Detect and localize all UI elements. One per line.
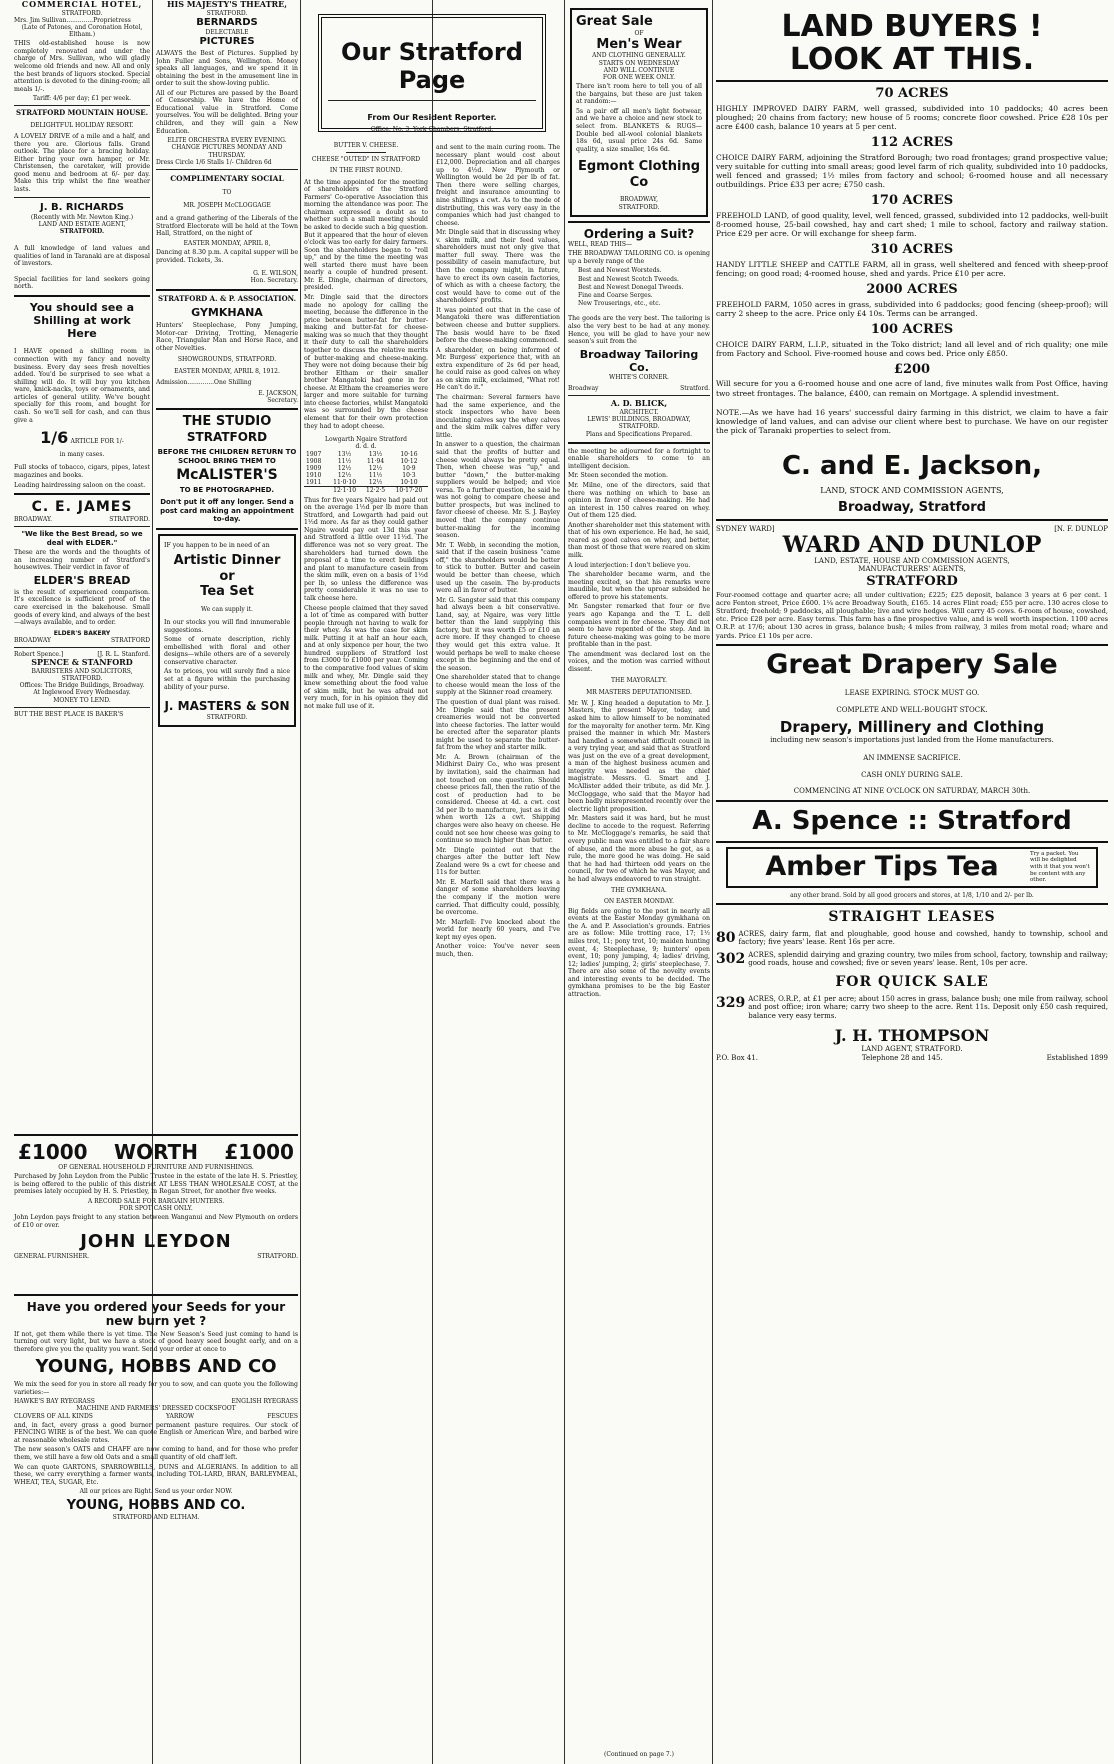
- jackson-name: C. and E. Jackson,: [781, 451, 1043, 482]
- table-cell: 1910: [306, 472, 322, 480]
- elder-body-2: is the result of experienced comparison. It's excellence is sufficient proof of the care exercised in the bakehouse. Small goods of every kind, and always of the best—always available, and to order.: [14, 588, 150, 627]
- quick-329-body: ACRES, O.R.P., at £1 per acre; about 150 acres in grass, balance bush; one mile from railway, school and post office; iron whare; carry two sheep to the acre. Rent 11s. Deposit only £50 cash required, balance very easy terms.: [748, 994, 1108, 1020]
- amber-tea-ad: [726, 847, 1098, 888]
- elder-right: STRATFORD: [110, 636, 150, 644]
- list-item: Fine and Coarse Serges.: [578, 292, 653, 300]
- lease-302: [716, 951, 1108, 968]
- table-row: [304, 458, 428, 465]
- table-row: [304, 479, 428, 487]
- col5-p5: A loud interjection: I don't believe you.: [568, 561, 691, 569]
- col5-p3: Mr. Milne, one of the directors, said that there was nothing on which to base an opinion in favor of cheese-making. He had an interest in 150 calves reared on whey. Out of them 125 died.: [568, 481, 710, 520]
- richards-body: A full knowledge of land values and qualities of land in Taranaki are at disposal of investors.: [14, 245, 150, 268]
- deputation-heading: MR MASTERS DEPUTATIONISED.: [586, 688, 692, 696]
- col4-p3: It was pointed out that in the case of Mangatoki there was differentiation between cheese and butter suppliers. The basis would have to be fixed before the cheese-making commenced.: [436, 306, 560, 345]
- mens-continue: AND WILL CONTINUE: [603, 66, 675, 74]
- social-signature-role: Hon. Secretary.: [250, 277, 298, 285]
- masters-town: STRATFORD.: [206, 713, 248, 721]
- table-cell: 13½: [337, 450, 352, 458]
- young-name-2: YOUNG, HOBBS AND CO.: [66, 1498, 246, 1514]
- theatre-title: HIS MAJESTY'S THEATRE,: [166, 0, 288, 9]
- drapery-lease: LEASE EXPIRING. STOCK MUST GO.: [844, 689, 980, 698]
- tailoring-right: Stratford.: [680, 385, 710, 393]
- column-rule: [300, 0, 301, 1764]
- shilling-offer-price: 1/6: [40, 428, 69, 448]
- land-heading-2: LOOK AT THIS.: [789, 42, 1035, 77]
- shilling-salon: Leading hairdressing saloon on the coast.: [14, 481, 146, 489]
- table-cell: 12½: [337, 472, 352, 480]
- young-body-6: All our prices are Right. Send us your order NOW.: [79, 1488, 233, 1496]
- jackson-sub: LAND, STOCK AND COMMISSION AGENTS,: [820, 486, 1004, 496]
- ward-sub-2: MANUFACTURERS' AGENTS,: [858, 565, 966, 574]
- land-heading-1: LAND BUYERS !: [781, 9, 1043, 44]
- banner-title: Our Stratford Page: [328, 38, 536, 101]
- young-variety: MACHINE AND FARMERS' DRESSED COCKSFOOT: [76, 1405, 236, 1413]
- table-cell: 11·0·10: [333, 479, 357, 487]
- ap-date: EASTER MONDAY, APRIL 8, 1912.: [174, 367, 280, 375]
- art-heading-1: Artistic Dinner or: [173, 553, 281, 584]
- col4-p9: One shareholder stated that to change to cheese would mean the loss of the supply at the Skinner road creamery.: [436, 674, 560, 697]
- mens-wear-ad: [570, 8, 708, 217]
- art-body-2: Some of ornate description, richly embellished with floral and other designs—while others are of a severely conservative character.: [164, 636, 290, 666]
- shilling-offer: [14, 428, 150, 447]
- leydon-cash: FOR SPOT CASH ONLY.: [119, 1205, 193, 1213]
- young-variety: CLOVERS OF ALL KINDS: [14, 1412, 93, 1420]
- social-title: COMPLIMENTARY SOCIAL: [170, 173, 284, 183]
- leydon-headline-left: £1000: [18, 1140, 88, 1164]
- col5-p2: Mr. Steen seconded the motion.: [568, 472, 668, 480]
- mens-one-week: FOR ONE WEEK ONLY.: [602, 73, 676, 81]
- spence-offices: Offices: The Bridge Buildings, Broadway.: [19, 682, 145, 690]
- ward-name: WARD AND DUNLOP: [782, 531, 1042, 558]
- col4-p7: Mr. T. Webb, in seconding the motion, said that if the casein business "came off," the shareholders would be better to stick to butter. Butter and casein would be better than cheese, which used up the casein. The by-products were all in favor of butter.: [436, 541, 560, 595]
- article-p3: Thus for five years Ngaire had paid out on the average 1½d per lb more than Stratford, and Lowgarth had paid out 1½d more. As far as they could gather Ngaire would pay out 13d this year and Stratford a little over 11½d. The difference was not so very great. The shareholders had turned down the proposal of a time to erect buildings and plant to manufacture casein from the skim milk, even on a basis of 1½d per lb, so unless the difference was pretty considerable it was no use to talk cheese here.: [304, 496, 428, 602]
- young-headline-1: Have you ordered your Seeds for your: [26, 1300, 286, 1314]
- col5-p7: Mr. Sangster remarked that four or five years ago Kapanga and the T. L. dell companies went in for cheese. They did not seem to have repented of the step. And in future cheese-making was going to be more profitable than in the past.: [568, 603, 710, 649]
- young-ad: [14, 1290, 298, 1521]
- table-row: [304, 472, 428, 479]
- blick-lewis: LEWIS' BUILDINGS, BROADWAY,: [587, 416, 691, 424]
- table-cell: 11·94: [366, 457, 385, 465]
- shilling-stock: Full stocks of tobacco, cigars, pipes, latest magazines and books.: [14, 464, 150, 480]
- col4-p1: and sent to the main curing room. The necessary plant would cost about £12,000. Depreciation and all charges up to 4½d. New Plymouth or Wellington would be 2d per lb of fat. Then there were selling charges, freight and insurance amounting to nine shillings a cwt. As to the mode of distributing, this was very easy in the companies which had just changed to cheese.: [436, 144, 560, 227]
- egmont-address: BROADWAY,: [619, 196, 659, 204]
- table-cell: 10·17·20: [395, 487, 423, 495]
- young-town: STRATFORD AND ELTHAM.: [112, 1514, 200, 1522]
- table-cell: 1909: [306, 464, 322, 472]
- tailoring-address: [568, 385, 710, 392]
- theatre-body: ALWAYS the Best of Pictures. Supplied by John Fuller and Sons, Wellington. Money speaks all languages, and we spend it in obtaining the best in the amusement line in order to suit the show-loving public.: [156, 49, 298, 88]
- acres-2000: 2000 ACRES: [866, 282, 958, 298]
- col4-p6: In answer to a question, the chairman said that the profits of butter and cheese would always be pretty equal. Then, when cheese was "up," and butter "down," the butter-making suppliers would be helped; and vice versa. To a further question, he said he was not going to compare cheese and butter prospects, but was inclined to favor cheese of cheese. Mr. S. J. Bayley moved that the company continue butter-making for the incoming season.: [436, 441, 560, 540]
- list-item: Best and Newest Donegal Tweeds.: [578, 283, 684, 291]
- mens-starts: STARTS ON WEDNESDAY: [598, 59, 680, 67]
- table-cell: 12·2·5: [366, 487, 386, 495]
- spence-left: Robert Spence.]: [14, 651, 64, 658]
- young-body: If not, get them while there is yet time. The New Season's Seed just coming to hand is turning out very light, but we have a stock of good heavy seed bought early, and on a therefore give you the quality you want. Send your order at once to: [14, 1330, 298, 1353]
- acres-112-body: CHOICE DAIRY FARM, adjoining the Stratford Borough; two road frontages; grand prospective value; very suitable for cutting into small areas; good level farm of rich quality, subdivided into 10 paddocks, well fenced and grassed; 1½ miles from factory and school; 6-roomed house and all necessary outbuildings. Price £33 per acre; £750 cash.: [716, 152, 1108, 190]
- elder-body: These are the words and the thoughts of an increasing number of Stratford's housewives. Their verdict in favor of: [14, 548, 150, 572]
- young-body-5: We can quote GARTONS, SPARROWBILLS, DUNS and ALGERIANS. In addition to all these, we carry everything a farmer wants, including TOL-LARD, BRAN, BARLEYMEAL, WHEAT, TEA, SUGAR, Etc.: [14, 1463, 298, 1486]
- banner-office: Office: No. 3, York Chambers, Stratford.: [370, 126, 494, 133]
- col4-p14: Mr. Marfell: I've knocked about the world for nearly 60 years, and I've kept my eyes open.: [436, 918, 560, 941]
- acres-112: 112 ACRES: [870, 135, 954, 151]
- ap-gymkhana: GYMKHANA: [191, 306, 263, 320]
- drapery-sacrifice: AN IMMENSE SACRIFICE.: [863, 754, 961, 763]
- spence-line: BARRISTERS AND SOLICITORS,: [31, 667, 133, 675]
- quick-329: [716, 995, 1108, 1021]
- social-body: and a grand gathering of the Liberals of the Stratford Electorate will be held at the Town Hall, Stratford, on the night of: [156, 215, 298, 238]
- table-cell: 10·3: [402, 472, 416, 480]
- elder-bakery: ELDER'S BAKERY: [53, 629, 111, 637]
- mens-of: OF: [634, 29, 644, 37]
- list-item: Best and Newest Worsteds.: [578, 267, 662, 275]
- continued-note: (Continued on page 7.): [604, 1750, 674, 1758]
- table-row: [304, 465, 428, 472]
- table-cell: 10·9: [402, 464, 416, 472]
- thompson-est: Established 1899: [1046, 1053, 1108, 1062]
- column-rule: [712, 0, 713, 1764]
- mens-items: 5s a pair off all men's light footwear, and we have a choice and new stock to select from. BLANKETS & RUGS—Double bed all-wool colonial blankets 18s 6d, usual price 24s 6d. Same quality, a size smaller, 16s 6d.: [576, 107, 702, 153]
- acres-170-body: FREEHOLD LAND, of good quality, level, well fenced, grassed, subdivided into 12 paddocks, well-built 8-roomed house, 25-bail cowshed, hay and cart shed; 1 mile to school, factory and railway station. Price £29 per acre. Or will exchange for sheep farm.: [716, 210, 1108, 239]
- lease-80-number: 80: [716, 929, 736, 946]
- table-cell: 10·12: [400, 457, 418, 465]
- leydon-address: [14, 1253, 298, 1260]
- thompson-contacts: [716, 1054, 1108, 1062]
- col5-p1: the meeting be adjourned for a fortnight to enable shareholders to come to an intelligent decision.: [568, 447, 710, 470]
- gymkhana-heading: THE GYMKHANA.: [611, 887, 667, 895]
- col4-p4: A shareholder, on being informed of Mr. Burgess' experience that, with an extra expenditure of 2s 6d per head, he could raise as good calves on whey as on skim milk, exclaimed, "What rot! He can't do it.": [436, 346, 560, 392]
- leydon-headline-right: £1000: [224, 1140, 294, 1164]
- shilling-body: I HAVE opened a shilling room in connection with my fancy and novelty business. Every day sees fresh novelties added. You'd be surprised to see what a shilling will do. It will buy you kitchen ware, knick-nacks, toys or ornaments, and articles of general utility. We've bought specially for this room, and bought for cash. So we'll sell for cash, and can thus give a: [14, 348, 150, 424]
- ap-admission: Admission..............One Shilling: [156, 378, 252, 386]
- theatre-delectable: DELECTABLE: [205, 28, 249, 36]
- article-heading-2: CHEESE "OUTED" IN STRATFORD: [311, 156, 421, 164]
- studio-body-3: Don't put it off any longer. Send a post card making an appointment to-day.: [160, 498, 294, 524]
- studio-body-1: BEFORE THE CHILDREN RETURN TO SCHOOL BRING THEM TO: [157, 448, 297, 465]
- leydon-right: STRATFORD.: [257, 1252, 298, 1260]
- article-heading-1: BUTTER V. CHEESE.: [333, 142, 399, 149]
- suit-body-2: The goods are the very best. The tailoring is also the very best to be had at any money. Hence, you will be glad to have your new season's suit from the: [568, 315, 710, 346]
- hotel-title: COMMERCIAL HOTEL,: [21, 0, 143, 9]
- shilling-heading-2: Shilling at work: [33, 314, 131, 328]
- acres-310: 310 ACRES: [870, 242, 954, 258]
- leydon-sub: OF GENERAL HOUSEHOLD FURNITURE AND FURNISHINGS.: [58, 1164, 254, 1171]
- suit-body: THE BROADWAY TAILORING CO. is opening up a bevely range of the: [568, 250, 710, 265]
- egmont-name: Egmont Clothing Co: [577, 159, 701, 190]
- mountain-house-body: A LOVELY DRIVE of a mile and a half, and there you are. Glorious falls. Grand outlook. The place for a bracing holiday. Either bring your own hamper, or Mr. Christensen, the caretaker, will provide good menu and bedroom at 6/- per day. Make this trip whilst the fine weather lasts.: [14, 133, 150, 193]
- col4-p10: The question of dual plant was raised. Mr. Dingle said that the present creameries would not be converted into cheese factories. The latter would be erected after the separator plants might be used to separate the butter-fat from the whey and starter milk.: [436, 698, 560, 752]
- ap-signature: E. JACKSON,: [258, 390, 298, 398]
- article-heading-3: IN THE FIRST ROUND.: [329, 167, 403, 175]
- lease-80: [716, 930, 1108, 947]
- young-variety: ENGLISH RYEGRASS: [231, 1398, 298, 1406]
- spence-drapery-name: A. Spence :: Stratford: [752, 805, 1072, 836]
- young-body-3: and, in fact, every grass a good burner permanent pasture requires. Our stock of FENCING WIRE is of the best. We can quote English or American Wire, and barbed wire at reasonable wholesale rates.: [14, 1421, 298, 1444]
- article-p1: At the time appointed for the meeting of shareholders of the Stratford Farmers' Co-operative Association this morning the attendance was poor. The chairman expressed a doubt as to whether such a small meeting should be asked to decide such a big question. But it appeared that the hour of eleven o'clock was too early for dairy farmers. Soon the shareholders began to "roll up," and by the time the meeting was well started there must have been nearly a couple of hundred present. Mr. E. Dingle, chairman of directors, presided.: [304, 178, 428, 292]
- masters-name: J. MASTERS & SON: [164, 699, 290, 714]
- elder-left: BROADWAY: [14, 636, 51, 644]
- elder-quote: "We like the Best Bread, so we deal with ELDER.": [21, 530, 143, 547]
- leydon-ad: [14, 1130, 298, 1260]
- art-body: In our stocks you will find innumerable suggestions.: [164, 619, 290, 634]
- young-variety: FESCUES: [267, 1412, 298, 1420]
- shilling-many: in many cases.: [59, 451, 105, 459]
- leydon-left: GENERAL FURNISHER.: [14, 1252, 90, 1260]
- table-cell: 1907: [306, 450, 322, 458]
- shilling-heading-3: Here: [67, 327, 97, 341]
- richards-subtitle: (Recently with Mr. Newton King.): [30, 213, 134, 221]
- lease-302-number: 302: [716, 950, 746, 967]
- ap-grounds: SHOWGROUNDS, STRATFORD.: [177, 356, 277, 364]
- social-date: EASTER MONDAY, APRIL 8,: [183, 239, 271, 247]
- art-body-3: As to prices, you will surely find a nice set at a figure within the purchasing ability of your purse.: [164, 668, 290, 691]
- hotel-late: (Late of Patones, and Coronation Hotel, Eltham.): [21, 23, 143, 39]
- theatre-orchestra: ELITE ORCHESTRA EVERY EVENING.: [167, 137, 287, 145]
- table-cell: 12·1·10: [333, 487, 357, 495]
- mountain-house-subtitle: DELIGHTFUL HOLIDAY RESORT.: [30, 121, 134, 129]
- jackson-address: Broadway, Stratford: [838, 499, 986, 515]
- col4-p5: The chairman: Several farmers have had the same experience, and the stock inspectors who have been inoculating calves say the whey calves and the skim milk calves differ very little.: [436, 394, 560, 439]
- table-cell: [304, 487, 328, 495]
- banner-sub: From Our Resident Reporter.: [367, 113, 497, 122]
- leydon-body: Purchased by John Leydon from the Public Trustee in the estate of the late H. S. Priestley, is being offered to the public of this district AT LESS THAN WHOLESALE COST, at the premises lately occupied by H. S. Priestley, in Regan Street, for another five weeks.: [14, 1173, 298, 1196]
- james-right: STRATFORD.: [109, 515, 150, 523]
- spence-inglewood: At Inglewood Every Wednesday.: [33, 689, 131, 697]
- drapery-heading: Great Drapery Sale: [766, 648, 1058, 680]
- amber-tea-name: Amber Tips Tea: [765, 851, 999, 883]
- spence-town: STRATFORD.: [61, 674, 103, 682]
- article-table-units: d. d. d.: [355, 443, 377, 451]
- theatre-prices: Dress Circle 1/6 Stalls 1/- Children 6d: [156, 158, 272, 166]
- mayoralty-heading: THE MAYORALTY.: [610, 677, 668, 685]
- richards-line: LAND AND ESTATE AGENT,: [38, 220, 126, 228]
- col4-p13: Mr. E. Marfell said that there was a danger of some shareholders leaving the company if the motion were carried. That difficulty could, possibly, be overcome.: [436, 878, 560, 917]
- mens-wear-title: Men's Wear: [596, 36, 682, 52]
- hotel-body: THIS old-established house is now completely renovated and under the charge of Mrs. Sullivan, who will gladly welcome old friends and new. All and only the best brands of liquors stocked. Special attention is devoted to the dining-room; all meals 1/-.: [14, 40, 150, 93]
- richards-note: Special facilities for land seekers going north.: [14, 275, 150, 291]
- blick-name: A. D. BLICK,: [610, 398, 668, 409]
- young-headline-2: new burn yet ?: [105, 1314, 207, 1329]
- table-row: [304, 451, 428, 458]
- ward-left: SYDNEY WARD]: [716, 525, 775, 534]
- land-note: NOTE.—As we have had 16 years' successful dairy farming in this district, we claim to have a fair knowledge of land values, and can advise our client where best to purchase. We have on our register the pick of Taranaki properties to select from.: [716, 407, 1108, 435]
- art-heading-2: Tea Set: [200, 584, 254, 600]
- ward-body: Four-roomed cottage and quarter acre; all under cultivation; £225; £25 deposit, balance 3 years at 6 per cent. 1 acre Fenton street, Price £600. 1¼ acre Broadway South, £165. 14 acres Flint road; £55 per acre. 130 acres close to Stratford; freehold; 9 paddocks, all ploughable; live and wire hedges. Will carry 45 cows. 6-room of house, cowshed, etc. Price £28 per acre. Easy terms. This farm has a fine prospective value, and is well worth inspection. 1100 acres O.R.P. at 17/6; about 130 acres in grass, balance bush; 4 miles from railway, 3 miles from metal road; whare and yards. Price £1 10s per acre.: [716, 591, 1108, 640]
- james-left: BROADWAY.: [14, 515, 53, 523]
- young-variety: HAWKE'S BAY RYEGRASS: [14, 1398, 95, 1406]
- drapery-including: including new season's importations just landed from the Home manufacturers.: [770, 736, 1054, 744]
- table-cell: 10·10: [400, 479, 418, 487]
- acres-310-body: HANDY LITTLE SHEEP and CATTLE FARM, all in grass, well sheltered and fenced with sheep-proof fencing; on good road; 4-roomed house, shed and yards. Price £10 per acre.: [716, 259, 1108, 278]
- table-cell: 13½: [368, 450, 383, 458]
- hotel-proprietress: Mrs. Jim Sullivan..............Proprietress: [14, 16, 131, 24]
- tailoring-left: Broadway: [568, 385, 599, 393]
- column-3: [304, 142, 428, 1762]
- acres-100-body: CHOICE DAIRY FARM, L.I.P., situated in the Toko district; land all level and of rich quality; one mile from Factory and School. Five-roomed house and cows bed. Price only £850.: [716, 339, 1108, 358]
- col4-p2: Mr. Dingle said that in discussing whey v. skim milk, and their feed values, shareholders must not only give that matter full sway. There was the possibility of casein manufacture, but then the company might, in future, have to erect its own casein factories, of which as with a cheese factory, the cost would have to come out of the shareholders' profits.: [436, 229, 560, 305]
- thompson-name: J. H. THOMPSON: [834, 1026, 990, 1046]
- banner-frame: [318, 14, 546, 132]
- table-cell: 12½: [368, 464, 383, 472]
- col4-p11: Mr. A. Brown (chairman of the Midhirst Dairy Co., who was present by invitation), said the chairman had not touched on one question. Should cheese prices fall, then the ratio of the cost of production had to be considered. Cheese at 4d. a cwt. cost 3d per lb to manufacture, just as it did when worth 12s a cwt. Shipping charges were also heavy on cheese. He could not see how cheese was going to continue so much higher than butter.: [436, 753, 560, 845]
- hotel-town: STRATFORD.: [61, 9, 103, 17]
- leydon-headline: [14, 1140, 298, 1164]
- mens-great-sale: Great Sale: [576, 14, 653, 29]
- acres-170: 170 ACRES: [870, 193, 954, 209]
- price-200: £200: [893, 361, 931, 377]
- richards-name: J. B. RICHARDS: [40, 201, 124, 213]
- ap-signature-role: Secretary.: [267, 397, 298, 405]
- theatre-town: STRATFORD.: [206, 9, 248, 17]
- james-name: C. E. JAMES: [31, 499, 133, 516]
- leydon-visit: John Leydon pays freight to any station between Wanganui and New Plymouth on orders of £10 or over.: [14, 1214, 298, 1229]
- ward-right: [N. F. DUNLOP: [1054, 525, 1108, 534]
- spence-name: SPENCE & STANFORD: [31, 657, 133, 668]
- bakers-line: BUT THE BEST PLACE IS BAKER'S: [14, 710, 124, 718]
- lease-80-body: ACRES, dairy farm, flat and ploughable, good house and cowshed, handy to township, school and factory; five years' lease. Rent 16s per acre.: [738, 929, 1108, 947]
- egmont-town: STRATFORD.: [618, 203, 660, 211]
- thompson-po: P.O. Box 41.: [716, 1053, 758, 1062]
- mens-clothing: AND CLOTHING GENERALLY.: [592, 52, 686, 60]
- leydon-name: JOHN LEYDON: [80, 1231, 232, 1253]
- col5-p8: The amendment was declared lost on the voices, and the motion was carried without dissent.: [568, 650, 710, 673]
- social-honoree: MR. JOSEPH McCLOGGAGE: [183, 202, 271, 210]
- col5-p9: Mr. W. J. King headed a deputation to Mr. J. Masters, the present Mayor, today, and asked him to allow himself to be nominated for the mayoralty for another term. Mr. King praised the manner in which Mr. Masters had handled a somewhat difficult council in a very trying year, and said that as Stratford was just on the eve of a great development, a man of the highest business acumen and integrity was needed as the chief magistrate. Messrs. G. Smart and J. McAllister added their tribute, as did Mr. J. McCloggage, who said that the Mayor had been badly misrepresented recently over the electric light proposition.: [568, 699, 710, 813]
- acres-100: 100 ACRES: [870, 321, 954, 337]
- table-cell: 12½: [337, 464, 352, 472]
- amber-tea-sub: any other brand. Sold by all good grocers and stores, at 1/8, 1/10 and 2/- per lb.: [790, 891, 1034, 899]
- blick-architect: ARCHITECT.: [619, 408, 659, 416]
- drapery-complete: COMPLETE AND WELL-BOUGHT STOCK.: [836, 705, 988, 714]
- young-varieties-1: [14, 1398, 298, 1405]
- acres-70-body: HIGHLY IMPROVED DAIRY FARM, well grassed, subdivided into 10 paddocks; 40 acres been ploughed; 20 chains from factory; new house of 5 rooms; concrete floor cowshed. Price £28 10s per acre £400 cash, balance 10 years at 5 per cent.: [716, 103, 1108, 131]
- mens-intro: There isn't room here to tell you of all the bargains, but these are just taken at random:—: [576, 83, 702, 106]
- table-cell: 12½: [368, 479, 383, 487]
- table-cell: 1908: [306, 457, 322, 465]
- studio-heading-1: THE STUDIO: [182, 414, 272, 430]
- theatre-body-2: All of our Pictures are passed by the Board of Censorship. We have the Home of Educational value in Stratford. Come yourselves. You will be delighted. Bring your children, and they will gain a New Education.: [156, 89, 298, 135]
- col4-p8: Mr. G. Sangster said that this company had always been a bit conservative. Land, say, at Ngaire, was very little better than the land supplying this factory, but it was worth £5 or £10 an acre more. If they changed to cheese they would get this extra value. It would perhaps be well to make cheese except in the beginning and the end of the season.: [436, 596, 560, 672]
- quick-sale-heading: FOR QUICK SALE: [835, 973, 989, 990]
- column-rule: [564, 0, 565, 1764]
- gymkhana-sub: ON EASTER MONDAY.: [603, 897, 674, 905]
- shilling-heading-1: You should see a: [29, 300, 135, 314]
- ap-title: STRATFORD A. & P. ASSOCIATION.: [157, 293, 297, 303]
- col5-p11: Big fields are going to the post in nearly all events at the Easter Monday gymkhana on the A. and P. Association's grounds. Entries are as follow: Mile trotting race, 17; 1½ miles trot, 11; pony trot, 10; maiden hunting event, 4; Steeplechase, 9; hunters' open event, 10; pony jumping, 4; ladies' driving, 12; ladies' jumping, 2; girls' steeplechase, 7. There are also some of the novelty events and interesting events to be decided. The gymkhana promises to be the big Easter attraction.: [568, 907, 710, 998]
- shilling-offer-text: ARTICLE FOR 1/-: [70, 438, 124, 446]
- column-rule: [432, 0, 433, 1764]
- young-name: YOUNG, HOBBS AND CO: [35, 1356, 277, 1378]
- leydon-headline-middle: WORTH: [114, 1140, 198, 1164]
- table-cell: 11½: [337, 457, 352, 465]
- suit-read: WELL, READ THIS—: [568, 241, 632, 249]
- ward-sub: LAND, ESTATE, HOUSE AND COMMISSION AGENTS,: [814, 556, 1010, 565]
- theatre-bernards: BERNARDS: [196, 16, 258, 28]
- art-supply: We can supply it.: [201, 605, 253, 613]
- elder-address: [14, 637, 150, 644]
- studio-heading-2: STRATFORD: [186, 430, 268, 445]
- article-p2: Mr. Dingle said that the directors made no apology for calling the meeting, because the difference in the price between butter-fat for butter-making and butter-fat for cheese-making was so much that they thought it their duty to call the shareholders together to discuss the relative merits of butter-making and cheese-making. They were not doing because their big brother Eltham or their smaller brother Mangatoki had gone in for cheese. At Eltham the creameries were larger and more suitable for turning into cheese factories, whilst Mangatoki was so surrounded by the cheese element that for their own protection they had to adopt cheese.: [304, 294, 428, 430]
- theatre-pictures: PICTURES: [199, 35, 255, 47]
- thompson-sub: LAND AGENT, STRATFORD.: [861, 1045, 963, 1054]
- ap-body: Hunters' Steeplechase, Pony Jumping, Motor-car Driving, Trotting, Menagerie Race, Triangular Man and Horse Race, and other Novelties.: [156, 322, 298, 352]
- blick-town: STRATFORD.: [618, 423, 660, 431]
- social-to: TO: [222, 188, 232, 196]
- acres-70: 70 ACRES: [875, 86, 949, 101]
- richards-town: STRATFORD.: [59, 227, 105, 235]
- col5-p4: Another shareholder met this statement with that of his own experience. He had, he said, reared as good calves on whey, and better, than most of those that were reared on skim milk.: [568, 521, 710, 560]
- col5-p10: Mr. Masters said it was hard, but he must decline to accede to the request. Referring to Mr. McCloggage's remarks, he said that every public man was entitled to a fair share of abuse, and the more abuse he got, as a rule, the more good he was doing. He said that he had had thirteen odd years on the council, for two of which he was Mayor, and he had always endeavored to run straight.: [568, 815, 710, 883]
- ward-town: STRATFORD: [866, 573, 958, 589]
- price-200-body: Will secure for you a 6-roomed house and one acre of land, five minutes walk from Post Office, having two street frontages. The balance, £400, can remain on Mortgage. A splendid investment.: [716, 379, 1108, 398]
- social-signature: G. E. WILSON,: [253, 270, 298, 278]
- drapery-cash: CASH ONLY DURING SALE.: [861, 770, 963, 779]
- col4-p15: Another voice: You've never seen much, then.: [436, 943, 560, 958]
- leydon-sale: A RECORD SALE FOR BARGAIN HUNTERS.: [87, 1197, 225, 1205]
- elder-bread: ELDER'S BREAD: [33, 573, 131, 587]
- list-item: Best and Newest Scotch Tweeds.: [578, 275, 679, 283]
- list-item: New Trouserings, etc., etc.: [578, 300, 661, 308]
- table-cell: 11½: [368, 472, 383, 480]
- blick-plans: Plans and Specifications Prepared.: [585, 430, 693, 438]
- tailoring-name: Broadway Tailoring Co.: [579, 347, 699, 374]
- lease-302-body: ACRES, splendid dairying and grazing country, two miles from school, factory, township and railway; good roads, house and cowshed; five or seven years' lease. Rent, 10s per acre.: [748, 950, 1108, 968]
- acres-2000-body: FREEHOLD FARM, 1050 acres in grass, subdivided into 6 paddocks; good fencing (sheep-proof); will carry 2 sheep to the acre. Price only £4 10s. Terms can be arranged.: [716, 299, 1108, 318]
- table-cell: 10·16: [400, 450, 418, 458]
- young-body-4: The new season's OATS and CHAFF are now coming to hand, and for those who prefer them, we still have a few old Oats and a small quantity of old chaff left.: [14, 1446, 298, 1461]
- studio-body-2: TO BE PHOTOGRAPHED.: [179, 485, 275, 494]
- spence-right: [J. R. L. Stanford.: [97, 651, 150, 658]
- hotel-tariff: Tariff: 4/6 per day; £1 per week.: [32, 95, 132, 103]
- article-table-title: Lowgarth Ngaire Stratford: [324, 436, 408, 444]
- young-variety: YARROW: [166, 1412, 194, 1420]
- column-4: [436, 142, 560, 1762]
- stratford-page-banner: [304, 8, 560, 138]
- table-total-row: [304, 487, 428, 495]
- thompson-tel: Telephone 28 and 145.: [861, 1053, 943, 1062]
- drapery-dmc: Drapery, Millinery and Clothing: [779, 718, 1045, 736]
- column-6: [716, 0, 1108, 1764]
- leases-heading: STRAIGHT LEASES: [828, 908, 996, 925]
- art-intro: IF you happen to be in need of an: [164, 541, 270, 549]
- article-price-table: [304, 451, 428, 495]
- col4-p12: Mr. Dingle pointed out that the charges after the butter left New Zealand were 9s a cwt for cheese and 11s for butter.: [436, 846, 560, 877]
- spence-money: MONEY TO LEND.: [53, 696, 111, 704]
- suit-heading: Ordering a Suit?: [583, 226, 695, 241]
- quick-329-number: 329: [716, 994, 746, 1011]
- james-address: [14, 516, 150, 523]
- drapery-commencing: COMMENCING AT NINE O'CLOCK ON SATURDAY, MARCH 30th.: [793, 787, 1031, 796]
- art-box: [158, 534, 296, 727]
- article-p4: Cheese people claimed that they saved a lot of time as compared with butter people through not having to walk for their whey. As was the case for skim milk. Putting it at half an hour each, and at only sixpence per hour, the two hundred suppliers of Stratford lost from £3000 to £1000 per year. Coming to the comparative food values of skim milk and whey, Mr. Dingle said they knew something about the food value of skim milk, but he was afraid not very much, for in his opinion they did not make full use of it.: [304, 604, 428, 710]
- social-dance: Dancing at 8.30 p.m. A capital supper will be provided. Tickets, 3s.: [156, 249, 298, 264]
- studio-name: McALISTER'S: [176, 467, 278, 484]
- table-cell: 1911: [306, 479, 322, 487]
- tailoring-corner: WHITE'S CORNER.: [609, 374, 669, 382]
- young-body-2: We mix the seed for you in store all ready for you to sow, and can quote you the following varieties:—: [14, 1381, 298, 1396]
- young-varieties-2: [14, 1413, 298, 1420]
- mountain-house-title: STRATFORD MOUNTAIN HOUSE.: [15, 108, 149, 118]
- suit-items: [568, 267, 710, 307]
- amber-tea-note: Try a packet. You will be delighted with it that you won't be content with any other.: [1030, 850, 1090, 884]
- column-5: [568, 0, 710, 1764]
- theatre-change: CHANGE PICTURES MONDAY AND THURSDAY.: [171, 144, 283, 159]
- col5-p6: The shareholder became warm, and the meeting excited, so that his remarks were inaudible, but when the uproar subsided he offered to prove his statements.: [568, 571, 710, 601]
